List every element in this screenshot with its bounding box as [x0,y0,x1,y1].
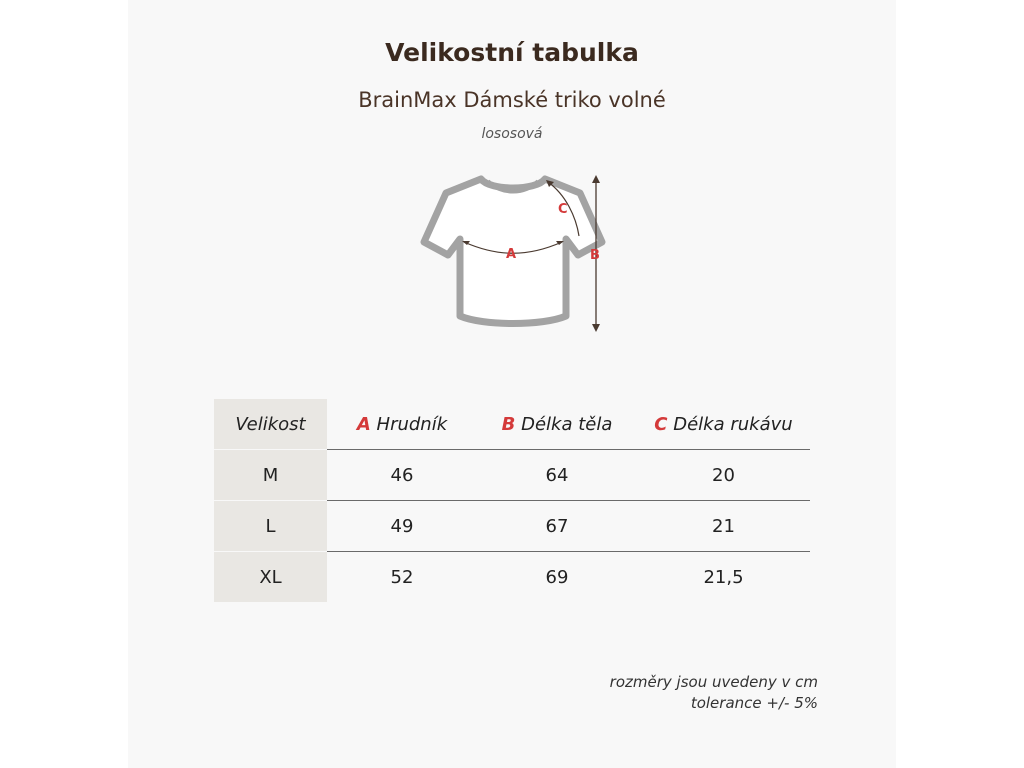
size-chart-page [128,0,896,768]
table-row [214,501,810,552]
tshirt-icon [408,165,618,340]
header-sleeve-length-letter: C [654,413,668,435]
header-chest [327,399,477,450]
cell-chest: 46 [327,450,477,501]
cell-sleeve-length: 20 [637,450,810,501]
tolerance-note: tolerance +/- 5% [690,694,818,712]
table-header-row [214,399,810,450]
page-title: Velikostní tabulka [385,38,639,67]
header-sleeve-length-label: Délka rukávu [673,413,793,435]
header-chest-label: Hrudník [376,413,448,435]
label-b: B [590,248,600,263]
header-sleeve-length [637,399,810,450]
label-c: C [558,202,568,217]
size-table [214,399,810,602]
cell-size: M [214,450,327,501]
cell-body-length: 64 [477,450,637,501]
cell-body-length: 67 [477,501,637,552]
cell-sleeve-length: 21,5 [703,566,744,588]
cell-sleeve-length: 21 [637,501,810,552]
table-row [214,552,810,603]
label-a: A [506,247,517,262]
cell-chest: 49 [327,501,477,552]
header-size: Velikost [214,399,327,450]
units-note: rozměry jsou uvedeny v cm [609,673,818,691]
cell-size: XL [214,552,327,603]
header-body-length [477,399,637,450]
cell-size: L [214,501,327,552]
arrow-b-head-top [592,175,600,183]
header-body-length-label: Délka těla [521,413,613,435]
product-name: BrainMax Dámské triko volné [358,88,666,112]
cell-chest: 52 [390,566,414,588]
cell-body-length: 69 [545,566,569,588]
arrow-b-head-bottom [592,324,600,332]
header-body-length-letter: B [501,413,516,435]
product-color: lososová [481,126,543,142]
header-chest-letter: A [356,413,371,435]
table-row [214,450,810,501]
